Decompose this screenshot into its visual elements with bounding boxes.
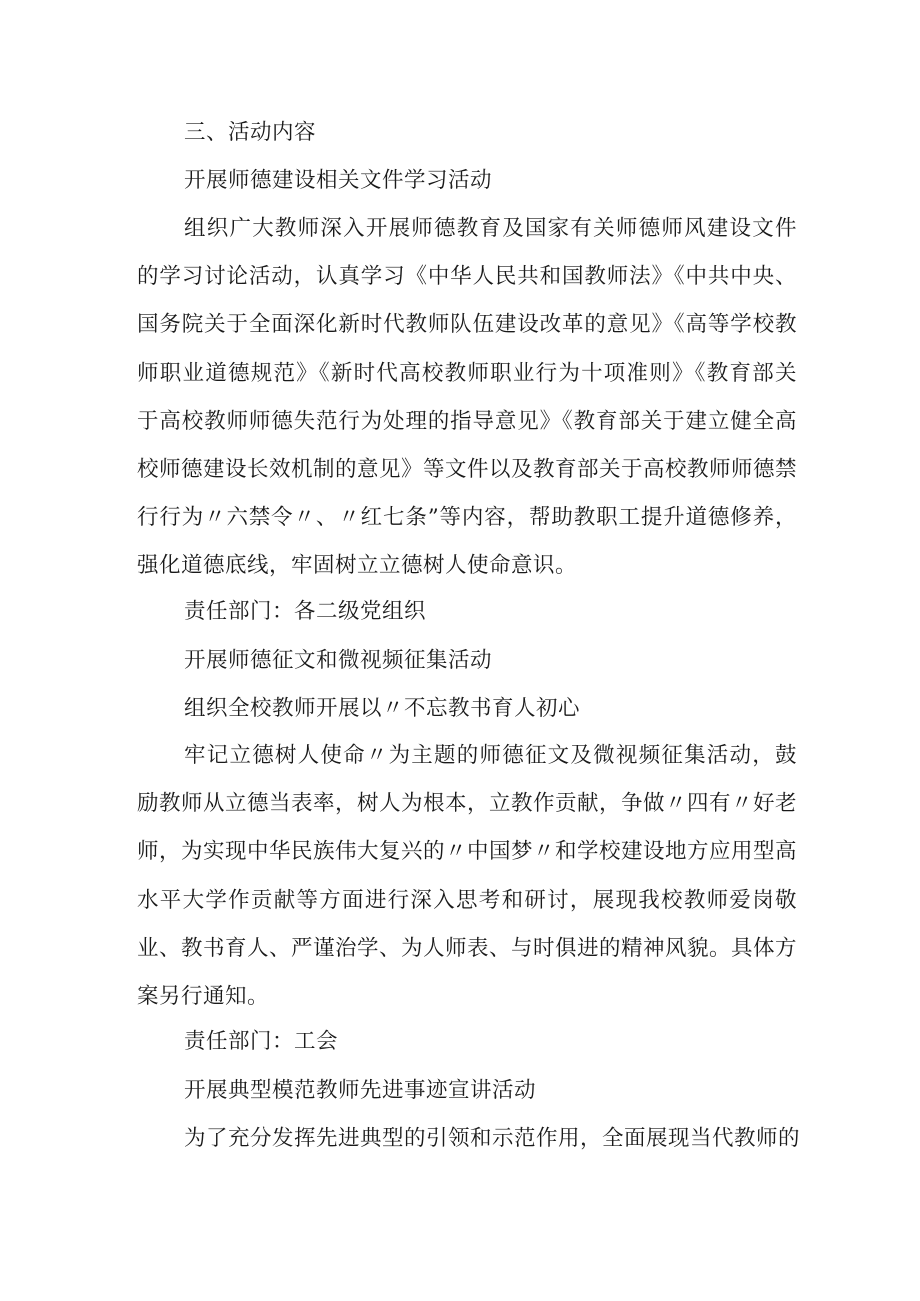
item1-responsible: 责任部门：各二级党组织 bbox=[184, 599, 427, 624]
item2-lead: 组织全校教师开展以〃不忘教书育人初心 bbox=[184, 696, 581, 721]
item2-body: 牢记立德树人使命〃为主题的师德征文及微视频征集活动，鼓励教师从立德当表率，树人为根本，立教作贡献，争做〃四有〃好老师，为实现中华民族伟大复兴的〃中国梦〃和学校建设地方应用型高水平大学作贡献等方面进行深入思考和研讨，展现我校教师爱岗敬业、教书育人、严谨治学、为人师表、与时俱进的精神风貌。具体方案另行通知。 bbox=[137, 743, 798, 1010]
item2-title: 开展师德征文和微视频征集活动 bbox=[184, 648, 493, 673]
item3-title: 开展典型模范教师先进事迹宣讲活动 bbox=[184, 1078, 537, 1103]
item3-body: 为了充分发挥先进典型的引领和示范作用，全面展现当代教师的 bbox=[184, 1126, 801, 1151]
item1-title: 开展师德建设相关文件学习活动 bbox=[184, 168, 493, 193]
item2-responsible: 责任部门：工会 bbox=[184, 1029, 339, 1054]
section-heading: 三、活动内容 bbox=[184, 120, 317, 145]
item1-body: 组织广大教师深入开展师德教育及国家有关师德师风建设文件的学习讨论活动，认真学习《中华人民共和国教师法》《中共中央、国务院关于全面深化新时代教师队伍建设改革的意见》《高等学校教师职业道德规范》《新时代高校教师职业行为十项准则》《教育部关于高校教师师德失范行为处理的指导意见》《教育部关于建立健全高校师德建设长效机制的意见》等文件以及教育部关于高校教师师德禁行行为〃六禁令〃、〃红七条”等内容，帮助教职工提升道德修养，强化道德底线，牢固树立立德树人使命意识。 bbox=[137, 216, 798, 579]
